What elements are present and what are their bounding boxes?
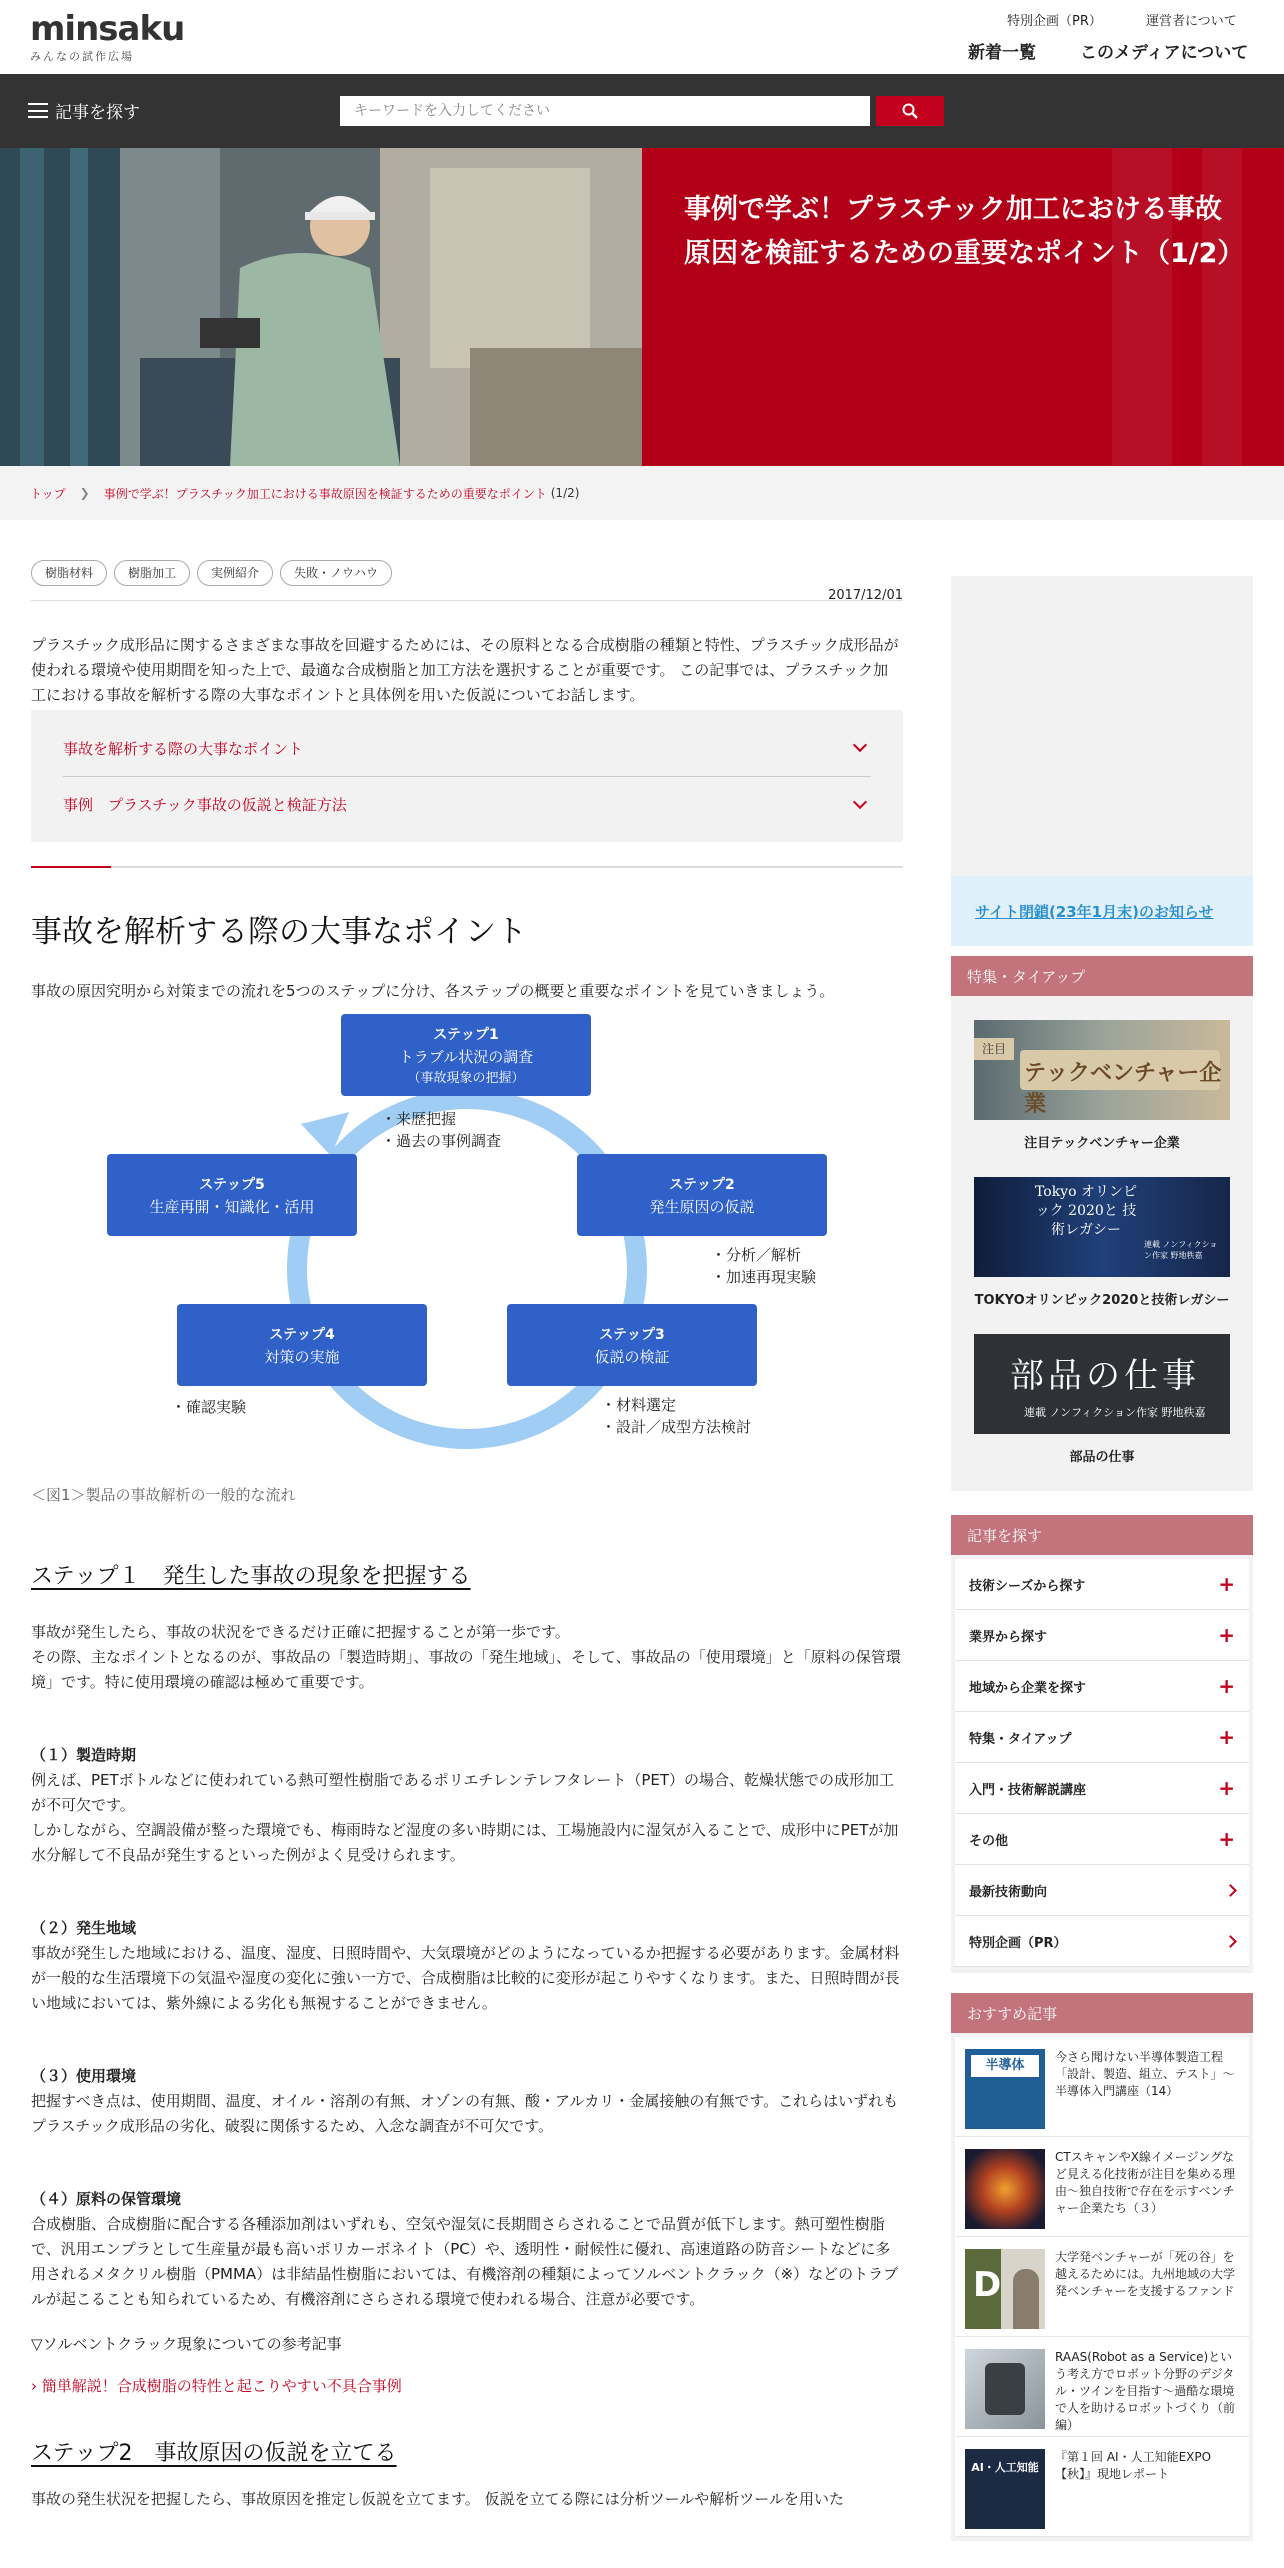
list-item[interactable] <box>955 2237 1249 2337</box>
closure-notice[interactable] <box>951 876 1253 946</box>
recommended-title: CTスキャンやX線イメージングなど見える化技術が注目を集める理由〜独自技術で存在を示すベンチャー企業たち（３） <box>1055 2150 1236 2215</box>
hero-title-panel <box>642 148 1284 466</box>
menu-label: 記事を探す <box>55 103 140 123</box>
step-title: 生産再開・知識化・活用 <box>149 1197 315 1216</box>
nav-item[interactable] <box>955 1610 1249 1661</box>
logo-text: minsaku <box>30 9 185 49</box>
feature-image-small: 連載 ノンフィクション作家 野地秩嘉 <box>1144 1240 1218 1260</box>
nav-item-label: 業界から探す <box>969 1629 1048 1645</box>
reference-title: ▽ソルベントクラック現象についての参考記事 <box>31 2335 342 2353</box>
note-line: ・設計／成型方法検討 <box>601 1418 752 1436</box>
nav-item-label: 最新技術動向 <box>969 1884 1048 1900</box>
paragraph: 事故が発生した地域における、温度、湿度、日照時間や、大気環境がどのようになっているか把握する必要があります。金属材料が一般的な生活環境下の気温や湿度の変化に強い一方で、合成樹脂は比較的に変形が起こりやすくなります。また、日照時間が長い地域においては、紫外線による劣化も無視することができません。 <box>31 1944 900 2012</box>
feature-image <box>974 1177 1230 1277</box>
step-title: 発生原因の仮説 <box>649 1197 755 1216</box>
nav-item[interactable] <box>955 1763 1249 1814</box>
feature-image-small: 連載 ノンフィクション作家 野地秩嘉 <box>1024 1406 1206 1419</box>
step1-heading: ステップ１ 発生した事故の現象を把握する <box>31 1564 471 1589</box>
list-item[interactable] <box>955 2037 1249 2137</box>
article-thumbnail <box>965 2349 1045 2429</box>
nav-item-label: 入門・技術解説講座 <box>969 1782 1087 1798</box>
step-number: ステップ3 <box>599 1326 665 1343</box>
nav-item-label: 特別企画（PR） <box>969 1935 1067 1951</box>
feature-image <box>974 1020 1230 1120</box>
search-input[interactable] <box>340 96 870 126</box>
nav-item[interactable] <box>955 1712 1249 1763</box>
search-heading: 記事を探す <box>951 1515 1253 1555</box>
list-item[interactable] <box>955 2437 1249 2537</box>
nav-item-label: 特集・タイアップ <box>969 1731 1072 1747</box>
article-thumbnail <box>965 2049 1045 2129</box>
step-2-box <box>577 1154 827 1236</box>
feature-card[interactable] <box>974 1334 1230 1465</box>
paragraph: 例えば、PETボトルなどに使われている熱可塑性樹脂であるポリエチレンテレフタレート（PET）の場合、乾燥状態での成形加工が不可欠です。 <box>31 1771 895 1814</box>
new-articles-link[interactable]: 新着一覧 <box>968 43 1036 63</box>
about-media-link[interactable]: このメディアについて <box>1080 43 1249 63</box>
breadcrumb-page: (1/2) <box>550 486 580 500</box>
pr-link-small[interactable]: 特別企画（PR） <box>1007 14 1102 29</box>
search-icon <box>902 103 918 119</box>
recommended-title: RAAS(Robot as a Service)という考え方でロボット分野のデジタル・ツインを目指す〜過酷な環境で人を助けるロボットづくり（前編） <box>1055 2350 1236 2432</box>
step2-heading: ステップ2 事故原因の仮説を立てる <box>31 2441 397 2466</box>
intro-paragraph: プラスチック成形品に関するさまざまな事故を回避するためには、その原料となる合成樹脂の種類と特性、プラスチック成形品が使われる環境や使用期間を知った上で、最適な合成樹脂と加工方法を選択することが重要です。 この記事では、プラスチック加工における事故を解析する際の大事なポイントと具体例を用いた仮説についてお話します。 <box>31 636 899 704</box>
article-thumbnail <box>965 2149 1045 2229</box>
divider <box>31 600 903 601</box>
subheading: （４）原料の保管環境 <box>31 2190 182 2208</box>
tag-list <box>31 560 903 594</box>
list-item[interactable] <box>955 2337 1249 2437</box>
plus-icon: + <box>1218 1827 1235 1851</box>
reference-link-label: 簡単解説！合成樹脂の特性と起こりやすい不具合事例 <box>41 2377 402 2395</box>
factory-worker-illustration <box>0 148 642 466</box>
tag-chip[interactable]: 樹脂材料 <box>31 560 107 586</box>
chevron-down-icon <box>853 738 867 752</box>
feature-label: TOKYOオリンピック2020と技術レガシー <box>974 1293 1230 1308</box>
nav-item-label: 技術シーズから探す <box>969 1578 1086 1594</box>
nav-item[interactable] <box>955 1661 1249 1712</box>
paragraph: 事故が発生したら、事故の状況をできるだけ正確に把握することが第一歩です。 <box>31 1623 570 1641</box>
toc-item[interactable] <box>63 728 871 768</box>
thumbnail-text: 半導体 <box>971 2055 1039 2077</box>
thumbnail-text: D <box>973 2265 1002 2305</box>
plus-icon: + <box>1218 1776 1235 1800</box>
step-3-notes <box>601 1394 751 1438</box>
reference-link[interactable]: › 簡単解説！合成樹脂の特性と起こりやすい不具合事例 <box>31 2377 402 2395</box>
step-number: ステップ4 <box>269 1326 335 1343</box>
flow-diagram <box>31 1014 903 1484</box>
chevron-right-icon <box>1224 1884 1237 1897</box>
note-line: ・過去の事例調査 <box>381 1132 502 1150</box>
nav-item-label: 地域から企業を探す <box>969 1680 1087 1696</box>
step-title: 対策の実施 <box>264 1347 340 1366</box>
tag-chip[interactable]: 失敗・ノウハウ <box>280 560 392 586</box>
feature-card[interactable] <box>974 1177 1230 1308</box>
note-line: ・材料選定 <box>601 1396 677 1414</box>
step-3-box <box>507 1304 757 1386</box>
step-2-notes <box>711 1244 816 1288</box>
publish-date: 2017/12/01 <box>828 588 903 603</box>
nav-item[interactable] <box>955 1865 1249 1916</box>
paragraph: 事故の発生状況を把握したら、事故原因を推定し仮説を立てます。 仮説を立てる際には分析ツールや解析ツールを用いた <box>31 2490 844 2508</box>
feature-image-text: テックベンチャー企業 <box>1024 1060 1222 1117</box>
feature-image <box>974 1334 1230 1434</box>
closure-notice-link[interactable]: サイト閉鎖(23年1月末)のお知らせ <box>975 902 1214 921</box>
recommended-title: 大学発ベンチャーが「死の谷」を越えるためには。九州地域の大学発ベンチャーを支援するファンド <box>1055 2250 1236 2298</box>
section-lead: 事故の原因究明から対策までの流れを5つのステップに分け、各ステップの概要と重要なポイントを見ていきましょう。 <box>31 982 835 1000</box>
table-of-contents <box>31 710 903 842</box>
step-number: ステップ2 <box>669 1176 735 1193</box>
chevron-down-icon <box>853 794 867 808</box>
breadcrumb <box>0 466 1284 520</box>
note-line: ・来歴把握 <box>381 1110 457 1128</box>
nav-item[interactable] <box>955 1559 1249 1610</box>
step-title: 仮説の検証 <box>594 1347 670 1366</box>
step-number: ステップ1 <box>433 1027 499 1043</box>
section-divider <box>31 866 903 868</box>
feature-heading: 特集・タイアップ <box>951 956 1253 996</box>
article-thumbnail <box>965 2449 1045 2529</box>
nav-item-label: その他 <box>969 1833 1009 1849</box>
hero-banner <box>0 148 1284 466</box>
hamburger-icon <box>28 103 48 118</box>
search-articles-menu[interactable] <box>28 98 140 123</box>
breadcrumb-home[interactable]: トップ <box>30 486 66 501</box>
feature-image-text: 部品の仕事 <box>1010 1356 1200 1396</box>
tag-chip[interactable]: 実例紹介 <box>197 560 273 586</box>
recommended-list <box>951 2033 1253 2541</box>
subheading: （３）使用環境 <box>31 2067 137 2085</box>
nav-item[interactable] <box>955 1814 1249 1865</box>
nav-item[interactable] <box>955 1916 1249 1967</box>
nav-bar <box>0 74 1284 148</box>
paragraph: その際、主なポイントとなるのが、事故品の「製造時期」、事故の「発生地域」、そして、事故品の「使用環境」と「原料の保管環境」です。特に使用環境の確認は極めて重要です。 <box>31 1648 901 1691</box>
page-title: 事例で学ぶ！プラスチック加工における事故原因を検証するための重要なポイント（1/2） <box>684 194 1245 269</box>
plus-icon: + <box>1218 1623 1235 1647</box>
hero-photo <box>0 148 642 466</box>
recommended-heading: おすすめ記事 <box>951 1993 1253 2033</box>
paragraph: 把握すべき点は、使用期間、温度、オイル・溶剤の有無、オゾンの有無、酸・アルカリ・金属接触の有無です。これらはいずれもプラスチック成形品の劣化、破裂に関係するため、入念な調査が不可欠です。 <box>31 2092 899 2135</box>
step-title: トラブル状況の調査 <box>398 1048 534 1066</box>
site-logo[interactable] <box>30 9 185 64</box>
step-4-notes <box>171 1396 246 1418</box>
plus-icon: + <box>1218 1725 1235 1749</box>
feature-image-small: 注目 <box>974 1038 1014 1060</box>
note-line: ・分析／解析 <box>711 1246 802 1264</box>
note-line: ・加速再現実験 <box>711 1268 817 1286</box>
top-header <box>0 0 1284 74</box>
figure-caption: ＜図1＞製品の事故解析の一般的な流れ <box>31 1486 296 1504</box>
category-nav <box>951 1555 1253 1973</box>
toc-item[interactable] <box>63 776 871 824</box>
step-1-notes <box>381 1108 501 1152</box>
list-item[interactable] <box>955 2137 1249 2237</box>
step-number: ステップ5 <box>199 1176 265 1193</box>
ad-space <box>951 576 1253 876</box>
step-1-box <box>341 1014 591 1096</box>
recommended-title: 今さら聞けない半導体製造工程「設計、製造、組立、テスト」〜半導体入門講座（14） <box>1055 2050 1235 2098</box>
about-link-small[interactable]: 運営者について <box>1146 14 1237 29</box>
feature-image-text: Tokyo オリンピック 2020と 技術レガシー <box>1035 1184 1137 1238</box>
plus-icon: + <box>1218 1572 1235 1596</box>
section-heading: 事故を解析する際の大事なポイント <box>31 914 527 950</box>
toc-item-label: 事故を解析する際の大事なポイント <box>63 739 304 758</box>
toc-item-label: 事例 プラスチック事故の仮説と検証方法 <box>63 796 347 814</box>
chevron-right-icon: ❯ <box>79 486 90 500</box>
sidebar <box>951 576 1253 2541</box>
feature-label: 部品の仕事 <box>1069 1450 1135 1465</box>
plus-icon: + <box>1218 1674 1235 1698</box>
thumbnail-text: AI・人工知能 <box>971 2461 1039 2474</box>
feature-card[interactable] <box>974 1020 1230 1151</box>
logo-subtitle: みんなの試作広場 <box>30 50 134 63</box>
subheading: （２）発生地域 <box>31 1919 137 1937</box>
chevron-right-icon <box>1224 1935 1237 1948</box>
paragraph: 合成樹脂、合成樹脂に配合する各種添加剤はいずれも、空気や湿気に長期間さらされることで品質が低下します。熱可塑性樹脂で、汎用エンプラとして生産量が最も高いポリカーボネイト（PC）や、透明性・耐候性に優れ、高速道路の防音シートなどに多用されるメタクリル樹脂（PMMA）は非結晶性樹脂においては、有機溶剤の種類によってソルベントクラック（※）などのトラブルが起こることも知られているため、有機溶剤にさらされる環境で使われる場合、注意が必要です。 <box>31 2215 899 2308</box>
feature-list <box>951 996 1253 1491</box>
step-4-box <box>177 1304 427 1386</box>
subheading: （１）製造時期 <box>31 1746 137 1764</box>
search-button[interactable] <box>876 96 944 126</box>
tag-chip[interactable]: 樹脂加工 <box>114 560 190 586</box>
paragraph: しかしながら、空調設備が整った環境でも、梅雨時など湿度の多い時期には、工場施設内に湿気が入ることで、成形中にPETが加水分解して不良品が発生するといった例がよく見受けられます。 <box>31 1821 899 1864</box>
note-line: ・確認実験 <box>171 1398 247 1416</box>
feature-label: 注目テックベンチャー企業 <box>1024 1136 1180 1151</box>
breadcrumb-current[interactable]: 事例で学ぶ！プラスチック加工における事故原因を検証するための重要なポイント <box>103 486 547 501</box>
article-body <box>31 560 903 2512</box>
article-thumbnail <box>965 2249 1045 2329</box>
recommended-title: 『第１回 AI・人工知能EXPO【秋】』現地レポート <box>1055 2450 1212 2481</box>
step-5-box <box>107 1154 357 1236</box>
step-subtitle: （事故現象の把握） <box>407 1071 525 1086</box>
